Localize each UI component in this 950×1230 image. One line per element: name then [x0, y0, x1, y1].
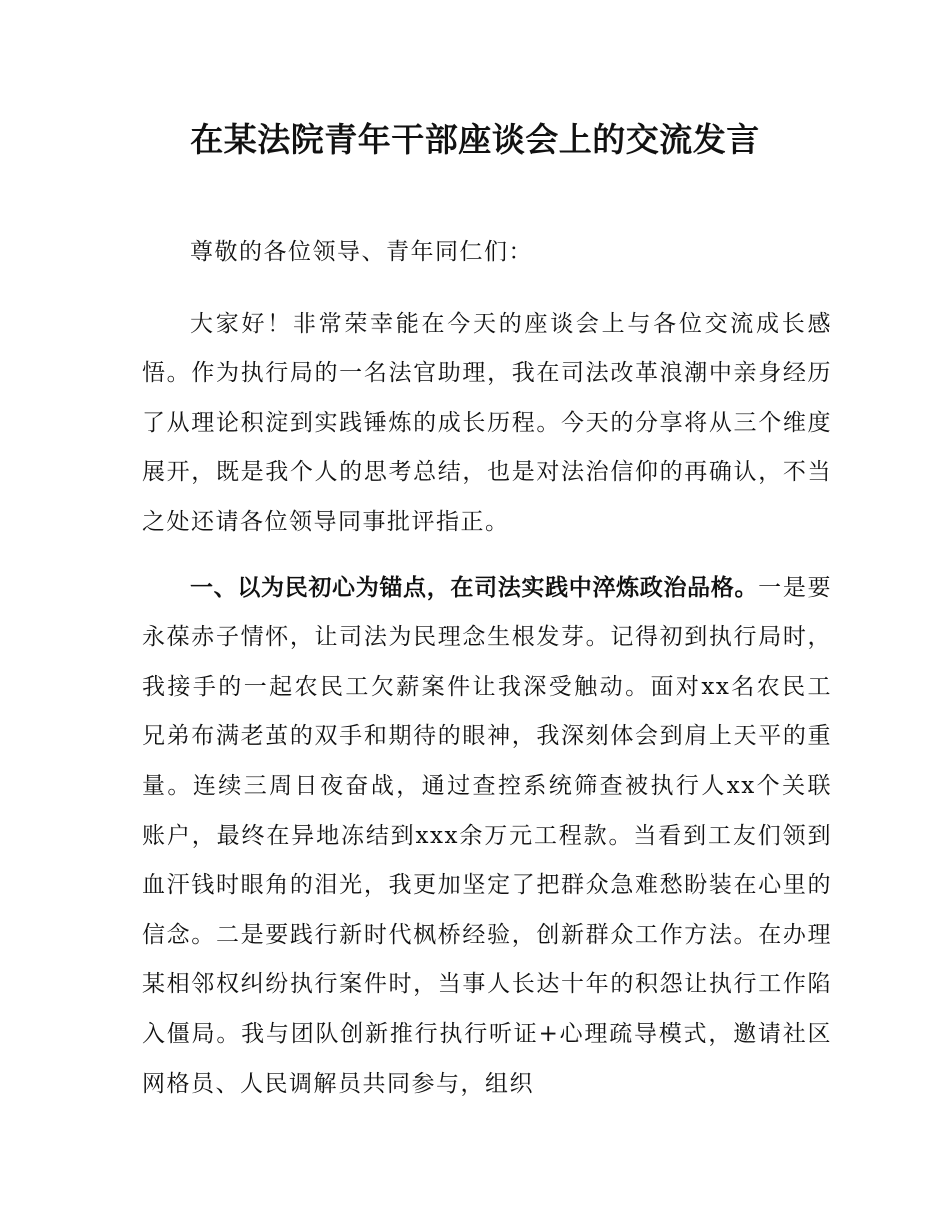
section-1-heading: 一、以为民初心为锚点，在司法实践中淬炼政治品格。 [190, 574, 759, 601]
document-body [142, 228, 832, 1109]
section-1-paragraph [142, 564, 832, 1110]
paragraph-gap [142, 548, 832, 564]
document-title: 在某法院青年干部座谈会上的交流发言 [190, 120, 760, 159]
paragraph-gap [142, 278, 832, 300]
section-1-body: 一是要永葆赤子情怀，让司法为民理念生根发芽。记得初到执行局时，我接手的一起农民工欠薪案件让我深受触动。面对xx名农民工兄弟布满老茧的双手和期待的眼神，我深刻体会到肩上天平的重量。连续三周日夜奋战，通过查控系统筛查被执行人xx个关联账户，最终在异地冻结到xxx余万元工程款。当看到工友们领到血汗钱时眼角的泪光，我更加坚定了把群众急难愁盼装在心里的信念。二是要践行新时代枫桥经验，创新群众工作方法。在办理某相邻权纠纷执行案件时，当事人长达十年的积怨让执行工作陷入僵局。我与团队创新推行执行听证+心理疏导模式，邀请社区网格员、人民调解员共同参与，组织 [142, 574, 833, 1097]
greeting-paragraph: 尊敬的各位领导、青年同仁们： [190, 239, 533, 265]
intro-paragraph: 大家好！非常荣幸能在今天的座谈会上与各位交流成长感悟。作为执行局的一名法官助理，我在司法改革浪潮中亲身经历了从理论积淀到实践锤炼的成长历程。今天的分享将从三个维度展开，既是我个人的思考总结，也是对法治信仰的再确认，不当之处还请各位领导同事批评指正。 [142, 310, 832, 535]
